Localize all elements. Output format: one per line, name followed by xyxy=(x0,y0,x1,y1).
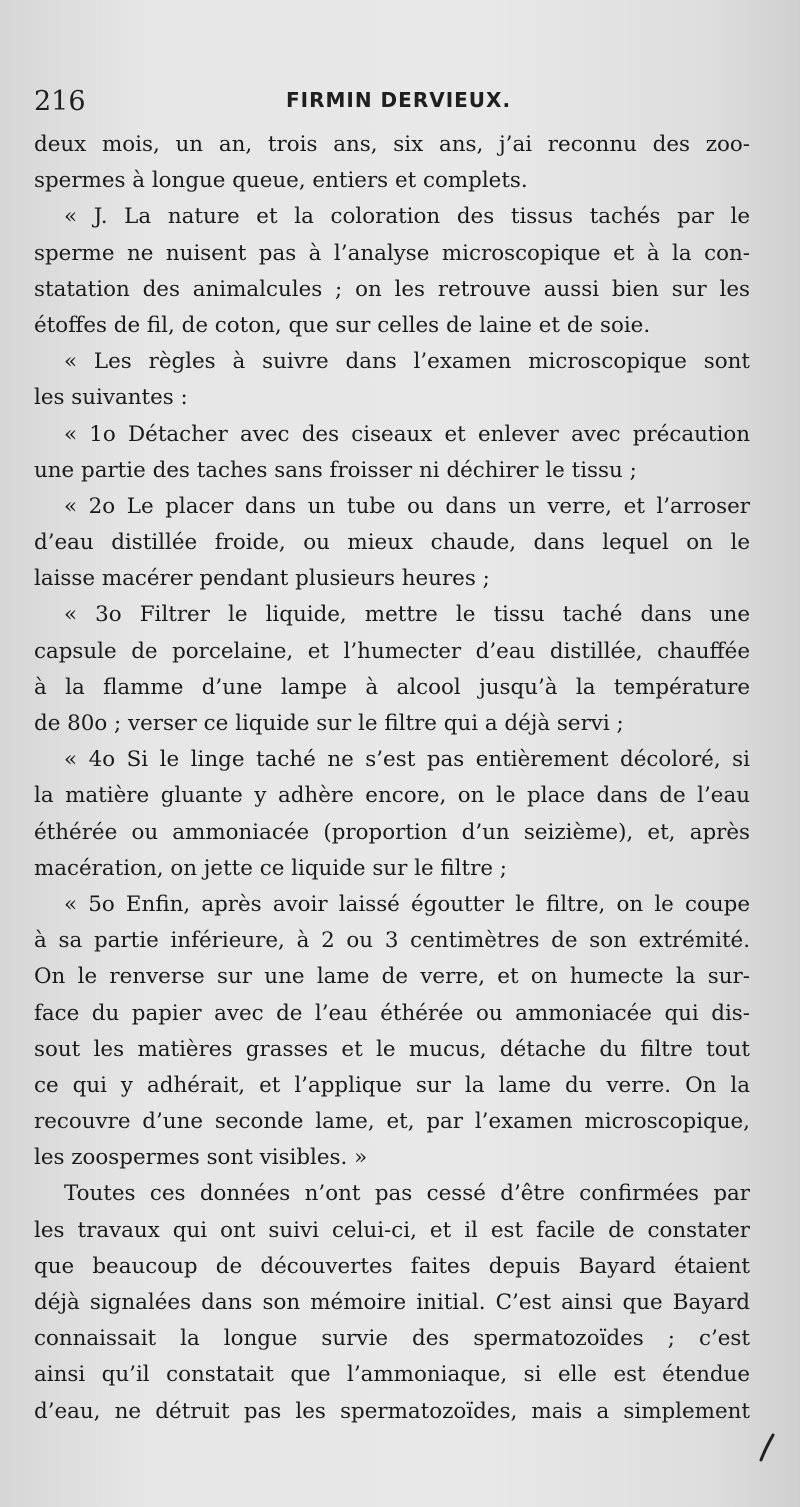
text-line: que beaucoup de découvertes faites depuis Bayard étaient xyxy=(34,1253,750,1279)
text-line: la matière gluante y adhère encore, on le place dans de l’eau xyxy=(34,783,750,809)
text-line: recouvre d’une seconde lame, et, par l’examen microscopique, xyxy=(34,1109,750,1135)
text-line: face du papier avec de l’eau éthérée ou ammoniacée qui dis- xyxy=(34,1000,750,1026)
text-line: déjà signalées dans son mémoire initial. C’est ainsi que Bayard xyxy=(34,1290,750,1315)
text-line: « 2o Le placer dans un tube ou dans un verre, et l’arroser xyxy=(64,493,750,519)
text-line: d’eau distillée froide, ou mieux chaude, dans lequel on le xyxy=(34,530,750,556)
text-line: à la flamme d’une lampe à alcool jusqu’à la température xyxy=(34,674,750,700)
page-number: 216 xyxy=(34,86,86,117)
text-line: « Les règles à suivre dans l’examen microscopique sont xyxy=(64,349,750,375)
text-line: « 5o Enfin, après avoir laissé égoutter le filtre, on le coupe xyxy=(64,891,750,917)
text-line: macération, on jette ce liquide sur le filtre ; xyxy=(34,855,507,881)
text-line: étoffes de fil, de coton, que sur celles de laine et de soie. xyxy=(34,312,651,338)
text-line: connaissait la longue survie des spermatozoïdes ; c’est xyxy=(34,1326,750,1352)
text-line: capsule de porcelaine, et l’humecter d’eau distillée, chauffée xyxy=(34,638,750,664)
running-title: FIRMIN DERVIEUX. xyxy=(286,88,512,112)
text-line: « 3o Filtrer le liquide, mettre le tissu taché dans une xyxy=(64,602,750,628)
text-line: « J. La nature et la coloration des tissus tachés par le xyxy=(64,204,750,230)
text-line: les suivantes : xyxy=(34,385,188,411)
text-line: éthérée ou ammoniacée (proportion d’un seizième), et, après xyxy=(34,819,750,845)
text-line: de 80o ; verser ce liquide sur le filtre qui a déjà servi ; xyxy=(34,711,624,736)
text-line: « 4o Si le linge taché ne s’est pas entièrement décoloré, si xyxy=(64,747,750,773)
text-line: Toutes ces données n’ont pas cessé d’être confirmées par xyxy=(64,1181,750,1207)
text-line: On le renverse sur une lame de verre, et on humecte la sur- xyxy=(34,964,750,990)
text-line: deux mois, un an, trois ans, six ans, j’ai reconnu des zoo- xyxy=(34,132,750,157)
text-line: les zoospermes sont visibles. » xyxy=(34,1145,368,1171)
text-line: sperme ne nuisent pas à l’analyse microscopique et à la con- xyxy=(34,240,750,266)
text-line: ce qui y adhérait, et l’applique sur la lame du verre. On la xyxy=(34,1072,750,1098)
text-line: d’eau, ne détruit pas les spermatozoïdes, mais a simplement xyxy=(34,1398,750,1424)
text-line: sout les matières grasses et le mucus, détache du filtre tout xyxy=(34,1036,750,1062)
text-line: laisse macérer pendant plusieurs heures ; xyxy=(34,566,490,592)
ink-mark-icon xyxy=(758,1432,776,1462)
text-line: spermes à longue queue, entiers et complets. xyxy=(34,168,528,194)
text-line: ainsi qu’il constatait que l’ammoniaque, si elle est étendue xyxy=(34,1362,750,1388)
text-line: une partie des taches sans froisser ni déchirer le tissu ; xyxy=(34,457,637,483)
text-line: « 1o Détacher avec des ciseaux et enlever avec précaution xyxy=(64,421,750,447)
running-head xyxy=(34,86,754,122)
text-line: à sa partie inférieure, à 2 ou 3 centimètres de son extrémité. xyxy=(34,928,750,954)
text-line: les travaux qui ont suivi celui-ci, et il est facile de constater xyxy=(34,1217,750,1243)
text-line: statation des animalcules ; on les retrouve aussi bien sur les xyxy=(34,276,750,302)
body-text xyxy=(34,127,750,1430)
